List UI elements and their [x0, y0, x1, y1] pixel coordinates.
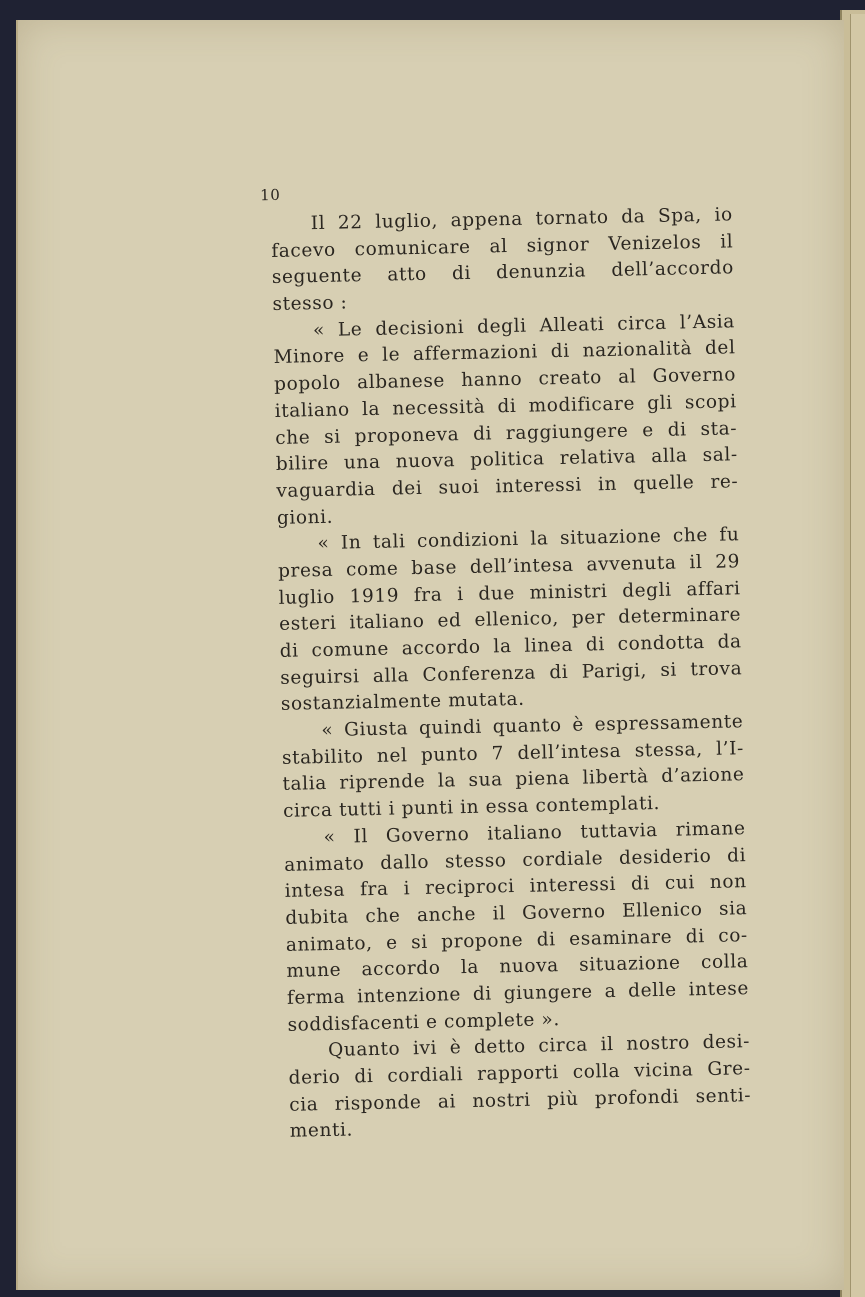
text-line: talia riprende la sua piena libertà d’azione — [282, 764, 745, 796]
text-line: di comune accordo la linea di condotta da — [279, 631, 742, 662]
text-line: vaguardia dei suoi interessi in quelle re- — [276, 471, 739, 502]
text-line: Minore e le affermazioni di nazionalità del — [273, 337, 736, 369]
text-line: esteri italiano ed ellenico, per determinare — [278, 604, 742, 636]
text-line: « Giusta quindi quanto è espressamente — [321, 711, 744, 742]
page-text — [260, 176, 752, 1146]
text-line: intesa fra i reciproci interessi di cui non — [284, 871, 747, 903]
text-line: che si proponeva di raggiungere e di sta- — [275, 417, 738, 449]
text-line: bilire una nuova politica relativa alla sal- — [275, 444, 738, 476]
text-line: luglio 1919 fra i due ministri degli affari — [278, 577, 741, 609]
text-line: cia risponde ai nostri più profondi senti- — [289, 1084, 752, 1116]
text-line: Quanto ivi è detto circa il nostro desi- — [327, 1031, 751, 1062]
text-line: italiano la necessità di modificare gli scopi — [274, 391, 737, 422]
text-line: facevo comunicare al signor Venizelos il — [271, 231, 734, 262]
text-line: presa come base dell’intesa avvenuta il 29 — [277, 551, 741, 582]
page-number: 10 — [260, 185, 281, 205]
body-text — [271, 202, 752, 1146]
text-line: stabilito nel punto 7 dell’intesa stessa, l’I- — [281, 737, 745, 769]
text-line: ferma intenzione di giungere a delle intese — [286, 978, 750, 1009]
text-line: animato dallo stesso cordiale desiderio di — [284, 844, 747, 876]
text-line: « Il Governo italiano tuttavia rimane — [323, 817, 746, 848]
text-line: circa tutti i punti in essa contemplati. — [282, 793, 661, 822]
text-line: « In tali condizioni la situazione che fu — [317, 524, 740, 555]
text-line: dubita che anche il Governo Ellenico sia — [285, 898, 748, 929]
text-line: mune accordo la nuova situazione colla — [286, 951, 749, 983]
text-line: popolo albanese hanno creato al Governo — [273, 364, 737, 396]
page-stack-edge — [850, 14, 865, 1297]
text-line: seguirsi alla Conferenza di Parigi, si trova — [280, 657, 743, 689]
text-line: stesso : — [272, 292, 348, 316]
text-line: gioni. — [276, 506, 334, 529]
text-line: derio di cordiali rapporti colla vicina Gre- — [288, 1058, 751, 1089]
text-line: animato, e si propone di esaminare di co- — [285, 924, 749, 956]
text-line: seguente atto di denunzia dell’accordo — [271, 257, 735, 289]
text-line: soddisfacenti e complete ». — [287, 1008, 561, 1036]
text-line: Il 22 luglio, appena tornato da Spa, io — [310, 204, 733, 235]
text-line: sostanzialmente mutata. — [280, 689, 525, 716]
text-line: menti. — [289, 1119, 354, 1143]
text-line: « Le decisioni degli Alleati circa l’Asia — [312, 311, 736, 341]
